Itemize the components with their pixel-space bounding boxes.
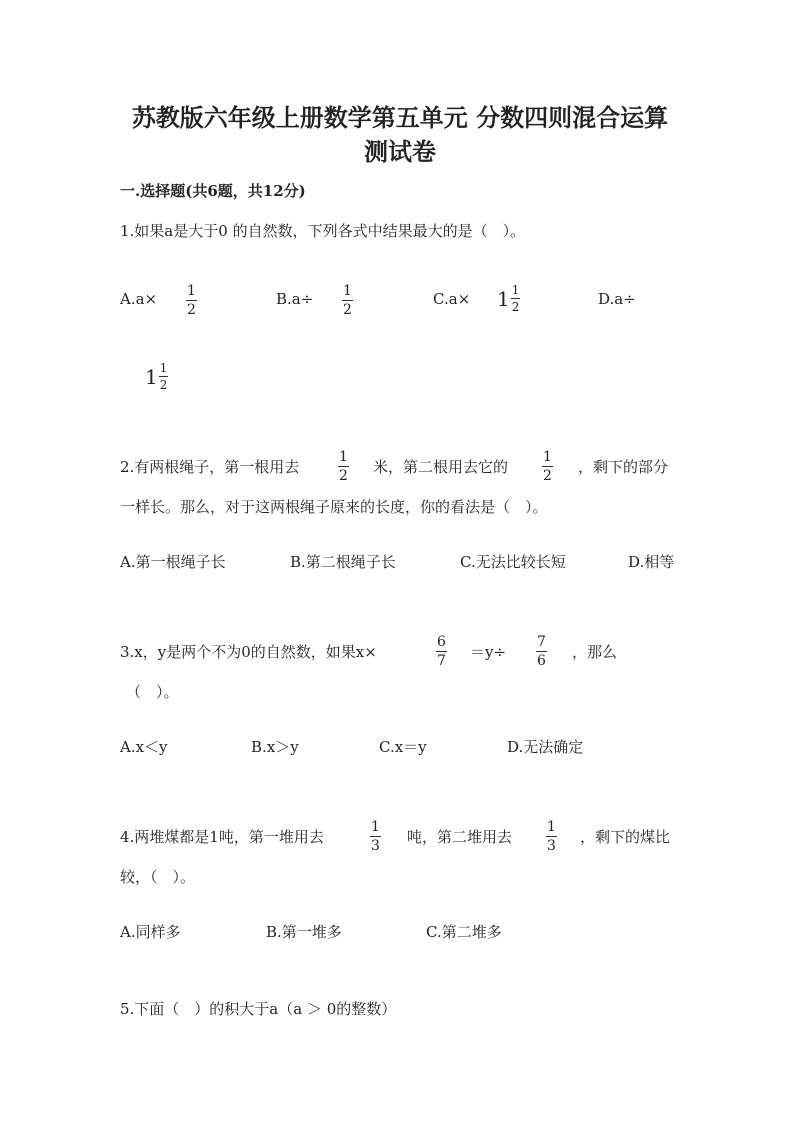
q1-option-b-fraction [342,284,353,317]
q4-text-line2: 较，（ ）。 [120,868,196,886]
q2-text-line2: 一样长。那么，对于这两根绳子原来的长度，你的看法是（ ）。 [120,498,548,516]
numerator: 1 [547,819,556,835]
q3-option-b: B.x＞y [251,738,299,756]
denominator: 2 [159,378,168,392]
whole-part: 1 [497,286,510,311]
q4-text-part1: 4.两堆煤都是1吨，第一堆用去 [120,828,324,846]
numerator: 1 [343,283,352,299]
q1-option-c: C.a× [433,290,471,308]
q1-option-d: D.a÷ [598,290,636,308]
denominator: 3 [371,838,380,854]
denominator: 3 [547,838,556,854]
question-5-stem: 5.下面（ ）的积大于a（a ＞ 0的整数） [120,1000,397,1018]
page-title-line2: 测试卷 [364,137,436,166]
q2-option-d: D.相等 [628,553,675,571]
numerator: 6 [437,634,446,650]
q3-option-c: C.x＝y [379,738,427,756]
q3-option-a: A.x＜y [120,738,168,756]
q3-text-line2: （ ）。 [126,683,179,701]
q1-option-a-fraction [186,284,197,317]
denominator: 2 [511,300,520,314]
q3-fraction-1 [436,635,447,668]
denominator: 2 [339,468,348,484]
section-heading: 一.选择题(共6题，共12分) [120,182,306,200]
page-title: 苏教版六年级上册数学第五单元 分数四则混合运算 [131,103,669,132]
q3-text-part1: 3.x，y是两个不为0的自然数，如果x× [120,643,377,661]
q2-option-b: B.第二根绳子长 [290,553,396,571]
denominator: 7 [437,653,446,669]
question-1-stem: 1.如果a是大于0 的自然数，下列各式中结果最大的是（ ）。 [120,222,526,240]
denominator: 2 [187,302,196,318]
numerator: 1 [511,283,520,297]
numerator: 1 [339,449,348,465]
q1-option-c-mixed-number [497,284,520,313]
q1-option-b: B.a÷ [276,290,314,308]
numerator: 1 [187,283,196,299]
q2-fraction-1 [338,450,349,483]
q4-fraction-2 [546,820,557,853]
numerator: 1 [371,819,380,835]
q1-option-d-mixed-number [145,362,168,391]
denominator: 2 [543,468,552,484]
numerator: 1 [543,449,552,465]
q2-option-a: A.第一根绳子长 [120,553,226,571]
q4-option-b: B.第一堆多 [266,923,342,941]
q4-option-a: A.同样多 [120,923,181,941]
q2-text-part1: 2.有两根绳子，第一根用去 [120,458,300,476]
q2-fraction-2 [542,450,553,483]
q2-option-c: C.无法比较长短 [460,553,566,571]
q4-fraction-1 [370,820,381,853]
q4-text-part3: ，剩下的煤比 [580,828,671,846]
whole-part: 1 [145,364,158,389]
q1-option-a: A.a× [120,290,158,308]
numerator: 1 [159,361,168,375]
q4-option-c: C.第二堆多 [426,923,502,941]
q3-fraction-2 [536,635,547,668]
q2-text-part2: 米，第二根用去它的 [373,458,509,476]
q3-text-part3: ，那么 [572,643,618,661]
q4-text-part2: 吨，第二堆用去 [407,828,513,846]
denominator: 6 [537,653,546,669]
q2-text-part3: ，剩下的部分 [578,458,669,476]
numerator: 7 [537,634,546,650]
denominator: 2 [343,302,352,318]
q3-option-d: D.无法确定 [507,738,584,756]
q3-text-part2: ＝y÷ [470,643,507,661]
